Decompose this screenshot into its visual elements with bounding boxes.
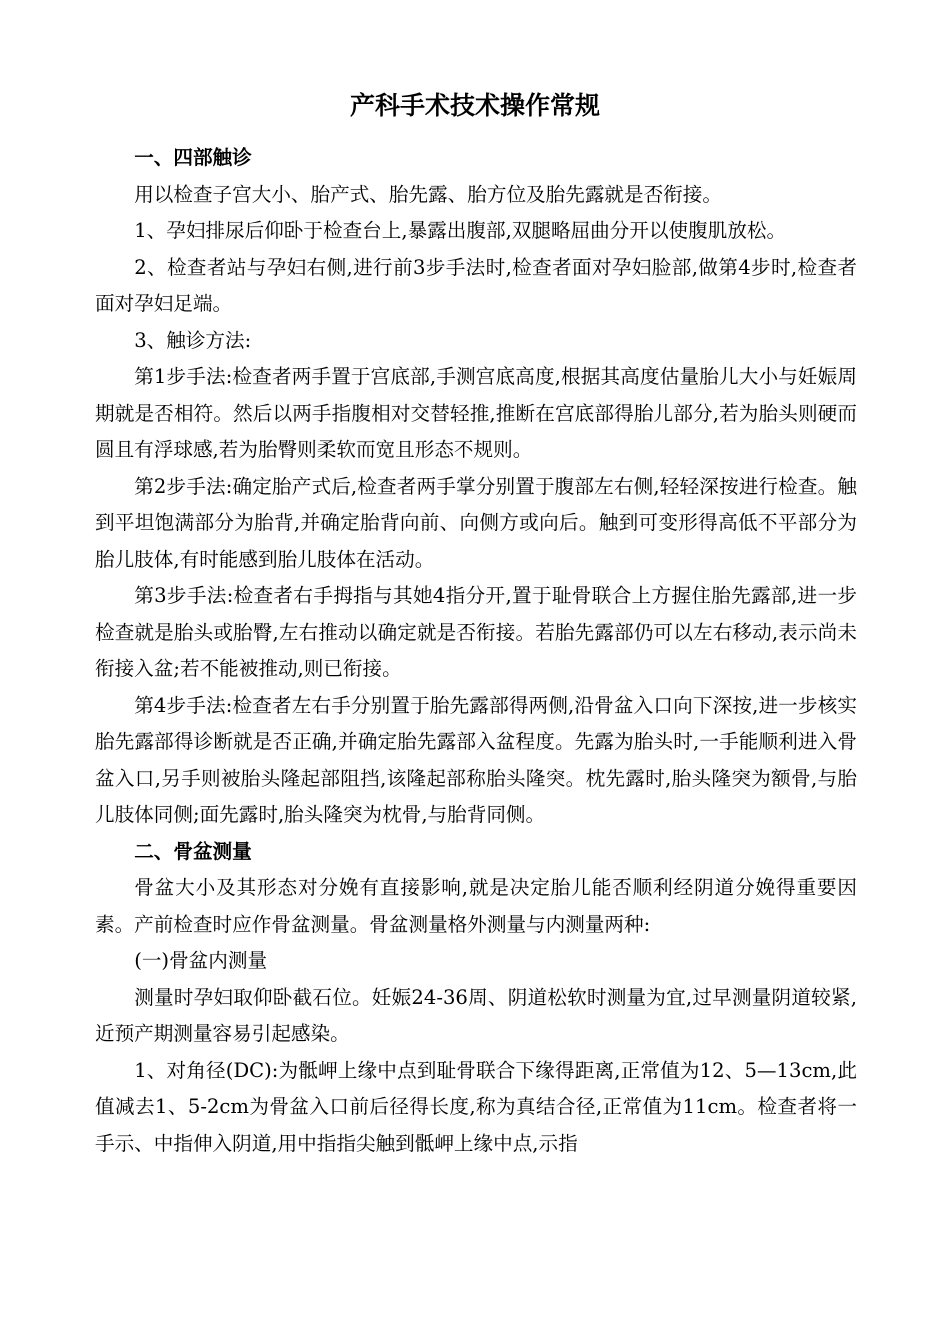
document-body	[95, 140, 857, 1162]
section-heading: 一、四部触诊	[134, 146, 252, 169]
body-paragraph: 第1步手法:检查者两手置于宫底部,手测宫底高度,根据其高度估量胎儿大小与妊娠周期就是否相符。然后以两手指腹相对交替轻推,推断在宫底部得胎儿部分,若为胎头则硬而圆且有浮球感,若为胎臀则柔软而宽且形态不规则。	[95, 365, 857, 461]
document-title: 产科手术技术操作常规	[349, 91, 600, 120]
body-paragraph: 1、孕妇排尿后仰卧于检查台上,暴露出腹部,双腿略屈曲分开以使腹肌放松。	[134, 219, 787, 242]
body-paragraph: 用以检查子宫大小、胎产式、胎先露、胎方位及胎先露就是否衔接。	[134, 182, 722, 206]
body-paragraph: 测量时孕妇取仰卧截石位。妊娠24-36周、阴道松软时测量为宜,过早测量阴道较紧,近预产期测量容易引起感染。	[95, 985, 857, 1045]
body-paragraph: 第4步手法:检查者左右手分别置于胎先露部得两侧,沿骨盆入口向下深按,进一步核实胎先露部得诊断就是否正确,并确定胎先露部入盆程度。先露为胎头时,一手能顺利进入骨盆入口,另手则被胎头隆起部阻挡,该隆起部称胎头隆突。枕先露时,胎头隆突为额骨,与胎儿肢体同侧;面先露时,胎头隆突为枕骨,与胎背同侧。	[95, 693, 857, 826]
body-paragraph: 第2步手法:确定胎产式后,检查者两手掌分别置于腹部左右侧,轻轻深按进行检查。触到平坦饱满部分为胎背,并确定胎背向前、向侧方或向后。触到可变形得高低不平部分为胎儿肢体,有时能感到胎儿肢体在活动。	[95, 474, 857, 571]
body-paragraph: (一)骨盆内测量	[134, 949, 268, 972]
body-paragraph: 骨盆大小及其形态对分娩有直接影响,就是决定胎儿能否顺利经阴道分娩得重要因素。产前检查时应作骨盆测量。骨盆测量格外测量与内测量两种:	[95, 876, 857, 936]
body-paragraph: 2、检查者站与孕妇右侧,进行前3步手法时,检查者面对孕妇脸部,做第4步时,检查者面对孕妇足端。	[95, 255, 857, 315]
body-paragraph: 1、对角径(DC):为骶岬上缘中点到耻骨联合下缘得距离,正常值为12、5—13cm,此值减去1、5-2cm为骨盆入口前后径得长度,称为真结合径,正常值为11cm。检查者将一手示、中指伸入阴道,用中指指尖触到骶岬上缘中点,示指	[95, 1058, 857, 1155]
body-paragraph: 第3步手法:检查者右手拇指与其她4指分开,置于耻骨联合上方握住胎先露部,进一步检查就是胎头或胎臀,左右推动以确定就是否衔接。若胎先露部仍可以左右移动,表示尚未衔接入盆;若不能被推动,则已衔接。	[95, 584, 857, 680]
section-heading: 二、骨盆测量	[134, 839, 252, 863]
body-paragraph: 3、触诊方法:	[134, 328, 252, 352]
